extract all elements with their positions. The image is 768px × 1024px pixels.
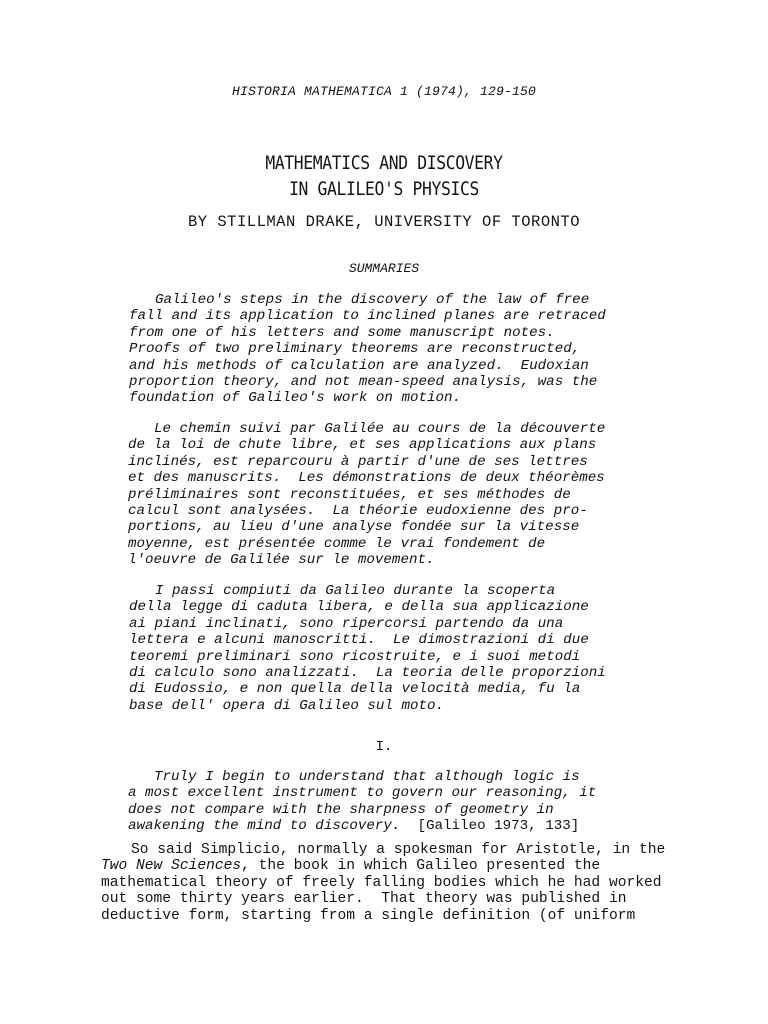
body-line: deductive form, starting from a single definition (of uniform: [101, 907, 636, 924]
summary-line: teoremi preliminari sono ricostruite, e i suoi metodi: [129, 648, 581, 665]
epigraph-line: Truly I begin to understand that although logic is: [154, 769, 580, 785]
summary-line: I passi compiuti da Galileo durante la scoperta: [155, 583, 556, 599]
epigraph-last-text: awakening the mind to discovery.: [128, 818, 401, 835]
summary-line: fall and its application to inclined planes are retraced: [129, 308, 606, 325]
summary-line: moyenne, est présentée comme le vrai fondement de: [128, 535, 546, 552]
summary-line: proportion theory, and not mean-speed analysis, was the: [129, 374, 598, 391]
body-line: So said Simplicio, normally a spokesman for Aristotle, in the: [131, 842, 666, 858]
body-line: [101, 858, 665, 874]
summary-line: di calculo sono analizzati. La teoria delle proporzioni: [129, 665, 606, 682]
section-number: I.: [375, 739, 393, 755]
summary-line: Proofs of two preliminary theorems are reconstructed,: [129, 341, 581, 358]
title-line-1: MATHEMATICS AND DISCOVERY: [265, 152, 503, 174]
epigraph-quote: [128, 769, 596, 835]
summary-english: [129, 292, 606, 407]
summary-line: di Eudossio, e non quella della velocità media, fu la: [129, 681, 581, 698]
summary-line: de la loi de chute libre, et ses applications aux plans: [128, 437, 597, 454]
summaries-heading: SUMMARIES: [348, 261, 420, 276]
journal-citation: HISTORIA MATHEMATICA 1 (1974), 129-150: [231, 84, 537, 99]
summary-line: della legge di caduta libera, e della sua applicazione: [129, 599, 589, 616]
summary-line: foundation of Galileo's work on motion.: [129, 390, 462, 407]
body-paragraph: [101, 842, 665, 924]
epigraph-line-last: [128, 818, 596, 834]
summary-line: et des manuscrits. Les démonstrations de deux théorèmes: [128, 470, 605, 487]
title-line-2: IN GALILEO'S PHYSICS: [289, 178, 479, 200]
summary-line: from one of his letters and some manuscript notes.: [129, 324, 555, 341]
book-title: Two New Sciences: [101, 858, 242, 875]
summary-line: préliminaires sont reconstituées, et ses méthodes de: [128, 486, 571, 503]
body-line: out some thirty years earlier. That theory was published in: [101, 891, 627, 908]
body-line-rest: , the book in which Galileo presented the: [241, 858, 601, 875]
summary-french: [128, 421, 605, 569]
epigraph-line: does not compare with the sharpness of geometry in: [128, 801, 554, 818]
summary-italian: [129, 583, 606, 714]
article-title: [54, 150, 714, 202]
author-byline: BY STILLMAN DRAKE, UNIVERSITY OF TORONTO: [187, 213, 581, 231]
summary-line: portions, au lieu d'une analyse fondée sur la vitesse: [128, 519, 580, 536]
body-line: mathematical theory of freely falling bodies which he had worked: [101, 874, 662, 891]
epigraph-citation: [Galileo 1973, 133]: [417, 818, 580, 835]
summary-line: Galileo's steps in the discovery of the law of free: [155, 292, 590, 308]
summary-line: ai piani inclinati, sono ripercorsi partendo da una: [129, 615, 564, 632]
summary-line: and his methods of calculation are analyzed. Eudoxian: [129, 357, 589, 374]
summary-line: l'oeuvre de Galilée sur le movement.: [128, 552, 435, 569]
summary-line: base dell' opera di Galileo sul moto.: [129, 697, 445, 714]
summary-line: inclinés, est reparcouru à partir d'une de ses lettres: [128, 453, 588, 470]
summary-line: Le chemin suivi par Galilée au cours de la découverte: [154, 421, 606, 437]
summary-line: lettera e alcuni manoscritti. Le dimostrazioni di due: [129, 632, 589, 649]
summary-line: calcul sont analysées. La théorie eudoxienne des pro-: [128, 503, 588, 520]
epigraph-line: a most excellent instrument to govern our reasoning, it: [128, 785, 597, 802]
